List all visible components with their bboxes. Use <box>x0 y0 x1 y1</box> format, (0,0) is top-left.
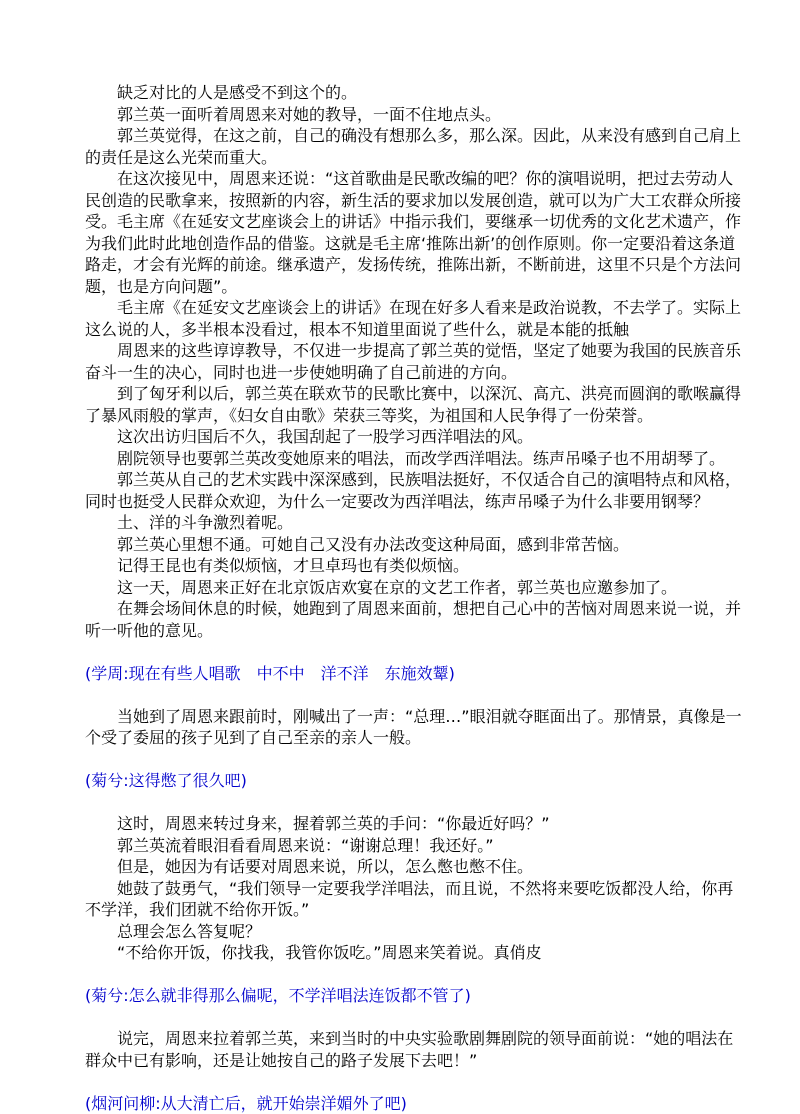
body-paragraph: 到了匈牙利以后，郭兰英在联欢节的民歌比赛中，以深沉、高亢、洪亮而圆润的歌喉赢得了暴风雨般的掌声，《妇女自由歌》荣获三等奖，为祖国和人民争得了一份荣誉。 <box>85 383 742 426</box>
body-paragraph: 郭兰英心里想不通。可她自己又没有办法改变这种局面，感到非常苦恼。 <box>85 534 742 556</box>
document-body <box>85 82 742 1114</box>
body-paragraph: 这一天，周恩来正好在北京饭店欢宴在京的文艺工作者，郭兰英也应邀参加了。 <box>85 577 742 599</box>
body-paragraph: 但是，她因为有话要对周恩来说，所以，怎么憋也憋不住。 <box>85 856 742 878</box>
body-paragraph: 缺乏对比的人是感受不到这个的。 <box>85 82 742 104</box>
body-paragraph: 郭兰英流着眼泪看看周恩来说：“谢谢总理！我还好。” <box>85 835 742 857</box>
body-paragraph: 郭兰英一面听着周恩来对她的教导，一面不住地点头。 <box>85 104 742 126</box>
body-paragraph: 她鼓了鼓勇气，“我们领导一定要我学洋唱法，而且说，不然将来要吃饭都没人给，你再不学洋，我们团就不给你开饭。” <box>85 878 742 921</box>
body-paragraph: 这时，周恩来转过身来，握着郭兰英的手问：“你最近好吗？” <box>85 813 742 835</box>
body-paragraph: 郭兰英觉得，在这之前，自己的确没有想那么多，那么深。因此，从来没有感到自己肩上的责任是这么光荣而重大。 <box>85 125 742 168</box>
body-paragraph: 说完，周恩来拉着郭兰英，来到当时的中央实验歌剧舞剧院的领导面前说：“她的唱法在群众中已有影响，还是让她按自己的路子发展下去吧！” <box>85 1028 742 1071</box>
annotation-line: (烟河问柳:从大清亡后，就开始崇洋媚外了吧) <box>85 1093 742 1114</box>
body-paragraph: 周恩来的这些谆谆教导，不仅进一步提高了郭兰英的觉悟，坚定了她要为我国的民族音乐奋斗一生的决心，同时也进一步使她明确了自己前进的方向。 <box>85 340 742 383</box>
body-paragraph: 剧院领导也要郭兰英改变她原来的唱法，而改学西洋唱法。练声吊嗓子也不用胡琴了。 <box>85 448 742 470</box>
body-paragraph: 当她到了周恩来跟前时，刚喊出了一声：“总理…”眼泪就夺眶面出了。那情景，真像是一个受了委屈的孩子见到了自己至亲的亲人一般。 <box>85 706 742 749</box>
body-paragraph: 这次出访归国后不久，我国刮起了一股学习西洋唱法的风。 <box>85 426 742 448</box>
body-paragraph: 郭兰英从自己的艺术实践中深深感到，民族唱法挺好，不仅适合自己的演唱特点和风格，同时也挺受人民群众欢迎，为什么一定要改为西洋唱法，练声吊嗓子为什么非要用钢琴？ <box>85 469 742 512</box>
annotation-line: (学周:现在有些人唱歌 中不中 洋不洋 东施效颦) <box>85 663 742 685</box>
body-paragraph: 毛主席《在延安文艺座谈会上的讲话》在现在好多人看来是政治说教，不去学了。实际上这么说的人，多半根本没看过，根本不知道里面说了些什么，就是本能的抵触 <box>85 297 742 340</box>
body-paragraph: 土、洋的斗争激烈着呢。 <box>85 512 742 534</box>
body-paragraph: 记得王昆也有类似烦恼，才旦卓玛也有类似烦恼。 <box>85 555 742 577</box>
body-paragraph: 在这次接见中，周恩来还说：“这首歌曲是民歌改编的吧？你的演唱说明，把过去劳动人民创造的民歌拿来，按照新的内容，新生活的要求加以发展创造，就可以为广大工农群众所接受。毛主席《在延安文艺座谈会上的讲话》中指示我们，要继承一切优秀的文化艺术遗产，作为我们此时此地创造作品的借鉴。这就是毛主席‘推陈出新’的创作原则。你一定要沿着这条道路走，才会有光辉的前途。继承遗产，发扬传统，推陈出新，不断前进，这里不只是个方法问题，也是方向问题”。 <box>85 168 742 297</box>
annotation-line: (菊兮:这得憋了很久吧) <box>85 770 742 792</box>
body-paragraph: 总理会怎么答复呢？ <box>85 921 742 943</box>
annotation-line: (菊兮:怎么就非得那么偏呢，不学洋唱法连饭都不管了) <box>85 985 742 1007</box>
body-paragraph: 在舞会场间休息的时候，她跑到了周恩来面前，想把自己心中的苦恼对周恩来说一说，并听一听他的意见。 <box>85 598 742 641</box>
body-paragraph: “不给你开饭，你找我，我管你饭吃。”周恩来笑着说。真俏皮 <box>85 942 742 964</box>
